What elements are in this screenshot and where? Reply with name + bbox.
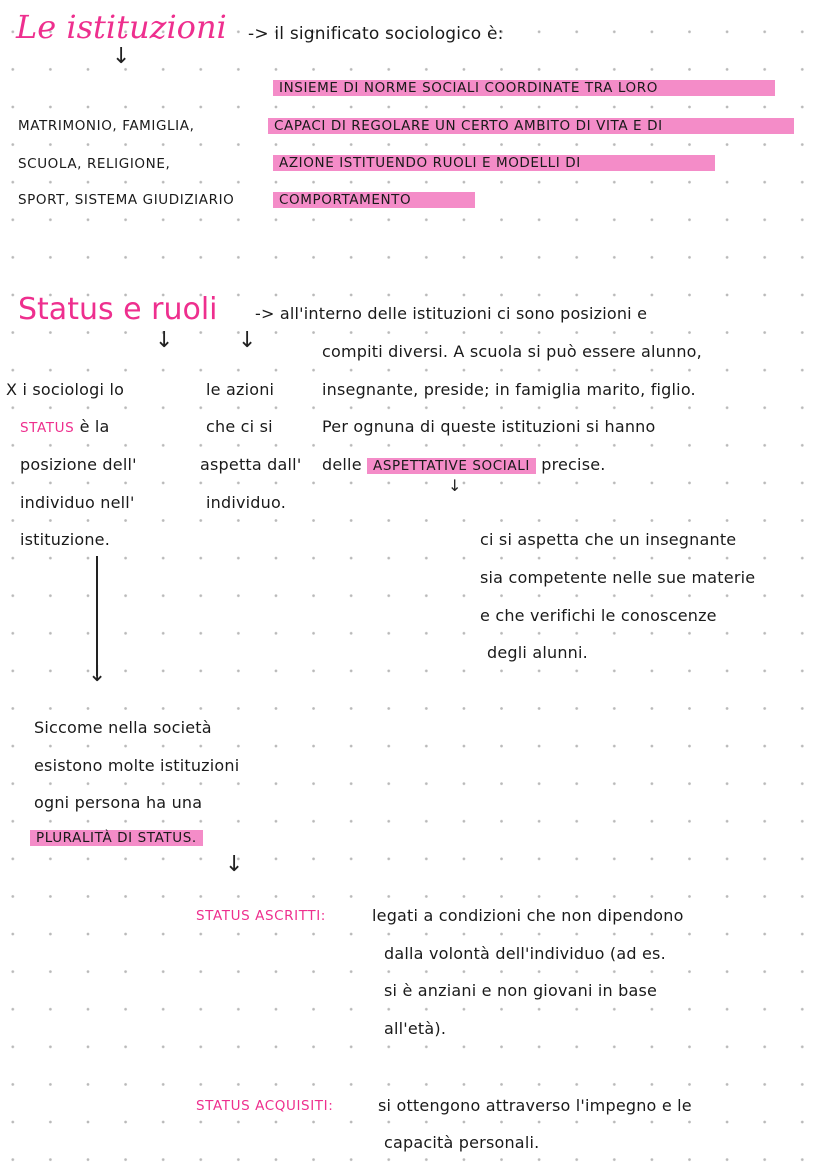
status-def-line: posizione dell' <box>20 455 137 474</box>
istituzioni-intro: -> il significato sociologico è: <box>248 24 504 44</box>
definition-line: COMPORTAMENTO <box>273 192 475 208</box>
aspettative-highlight: ASPETTATIVE SOCIALI <box>367 458 536 474</box>
down-arrow-icon: ↓ <box>88 662 107 687</box>
definition-line: CAPACI DI REGOLARE UN CERTO AMBITO DI VITA E DI <box>268 118 794 134</box>
status-def-line: istituzione. <box>20 530 111 549</box>
plurality-line: esistono molte istituzioni <box>34 756 240 775</box>
definition-line: INSIEME DI NORME SOCIALI COORDINATE TRA LORO <box>273 80 775 96</box>
ascritti-line: all'età). <box>384 1019 447 1038</box>
status-def-rest: è la <box>79 417 110 436</box>
down-arrow-icon: ↓ <box>112 44 131 69</box>
body-line: compiti diversi. A scuola si può essere alunno, <box>322 342 702 361</box>
status-def-line: individuo nell' <box>20 493 135 512</box>
section-title-istituzioni: Le istituzioni <box>16 8 227 46</box>
body-line: Per ognuna di queste istituzioni si hanno <box>322 417 656 436</box>
down-arrow-icon: ↓ <box>238 328 257 353</box>
connector-line <box>96 556 98 676</box>
example-line: ci si aspetta che un insegnante <box>480 530 737 549</box>
example-line: e che verifichi le conoscenze <box>480 606 717 625</box>
ascritti-line: dalla volontà dell'individuo (ad es. <box>384 944 666 963</box>
status-def-line <box>20 417 110 436</box>
ascritti-line: legati a condizioni che non dipendono <box>372 906 684 925</box>
down-arrow-icon: ↓ <box>448 476 462 495</box>
down-arrow-icon: ↓ <box>225 852 244 877</box>
example-line: sia competente nelle sue materie <box>480 568 756 587</box>
definition-line: AZIONE ISTITUENDO RUOLI E MODELLI DI <box>273 155 715 171</box>
body-line: insegnante, preside; in famiglia marito, figlio. <box>322 380 696 399</box>
ruoli-def-line: individuo. <box>206 493 286 512</box>
section-title-status-ruoli: Status e ruoli <box>18 292 218 327</box>
example-line: SPORT, SISTEMA GIUDIZIARIO <box>18 192 235 208</box>
body-line-last <box>322 455 606 474</box>
ascritti-label: STATUS ASCRITTI: <box>196 908 326 924</box>
example-line: MATRIMONIO, FAMIGLIA, <box>18 118 195 134</box>
status-word: STATUS <box>20 420 75 436</box>
acquisiti-line: capacità personali. <box>384 1133 540 1152</box>
ascritti-line: si è anziani e non giovani in base <box>384 981 658 1000</box>
ruoli-def-line: che ci si <box>206 417 273 436</box>
status-def-line: X i sociologi lo <box>6 380 125 399</box>
body-suffix: precise. <box>541 455 606 474</box>
ruoli-def-line: le azioni <box>206 380 275 399</box>
ruoli-def-line: aspetta dall' <box>200 455 302 474</box>
status-intro: -> all'interno delle istituzioni ci sono posizioni e <box>255 304 648 323</box>
example-line: SCUOLA, RELIGIONE, <box>18 156 171 172</box>
plurality-line: Siccome nella società <box>34 718 212 737</box>
acquisiti-label: STATUS ACQUISITI: <box>196 1098 334 1114</box>
body-prefix: delle <box>322 455 362 474</box>
plurality-highlight: PLURALITÀ DI STATUS. <box>30 830 203 846</box>
example-line: degli alunni. <box>487 643 588 662</box>
down-arrow-icon: ↓ <box>155 328 174 353</box>
acquisiti-line: si ottengono attraverso l'impegno e le <box>378 1096 692 1115</box>
plurality-line: ogni persona ha una <box>34 793 203 812</box>
